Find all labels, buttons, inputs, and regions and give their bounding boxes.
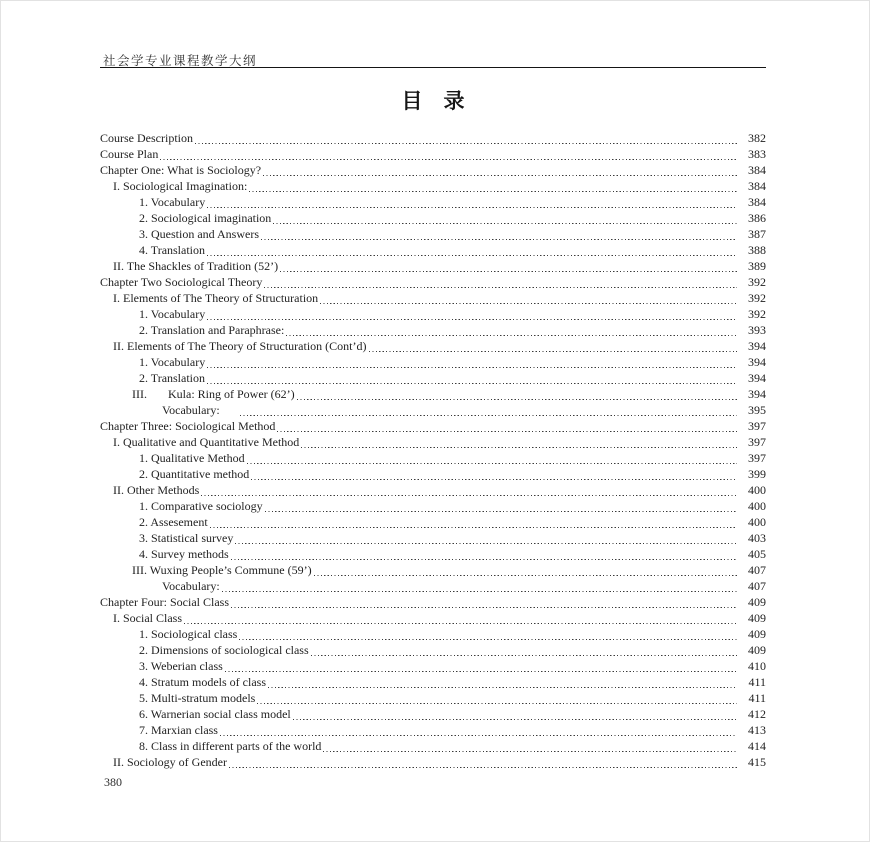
toc-entry-label: 3. Weberian class bbox=[139, 659, 223, 673]
toc-page-number: 400 bbox=[748, 483, 766, 497]
dot-leader bbox=[207, 371, 737, 387]
toc-entry-label: Vocabulary: bbox=[162, 403, 238, 417]
toc-entry-label: 4. Survey methods bbox=[139, 547, 229, 561]
toc-entry-label: II. Other Methods bbox=[113, 483, 200, 497]
toc-entry[interactable] bbox=[100, 547, 766, 563]
dot-leader bbox=[207, 307, 737, 323]
dot-leader bbox=[293, 707, 737, 723]
dot-leader bbox=[184, 611, 737, 627]
toc-entry[interactable] bbox=[100, 467, 766, 483]
toc-page-number: 415 bbox=[748, 755, 766, 769]
toc-entry-label: 8. Class in different parts of the world bbox=[139, 739, 322, 753]
toc-page-number: 411 bbox=[748, 691, 766, 705]
toc-page-number: 386 bbox=[748, 211, 766, 225]
toc-entry[interactable] bbox=[100, 243, 766, 259]
toc-page-number: 407 bbox=[748, 579, 766, 593]
toc-page-number: 388 bbox=[748, 243, 766, 257]
toc-page-number: 394 bbox=[748, 339, 766, 353]
toc-entry-label: I. Sociological Imagination: bbox=[113, 179, 248, 193]
dot-leader bbox=[207, 243, 737, 259]
toc-entry[interactable] bbox=[100, 579, 766, 595]
dot-leader bbox=[201, 483, 737, 499]
toc-entry[interactable] bbox=[100, 403, 766, 419]
dot-leader bbox=[311, 643, 737, 659]
toc-entry[interactable] bbox=[100, 659, 766, 675]
toc-entry[interactable] bbox=[100, 675, 766, 691]
toc-page-number: 409 bbox=[748, 595, 766, 609]
toc-entry[interactable] bbox=[100, 691, 766, 707]
toc-page-number: 383 bbox=[748, 147, 766, 161]
dot-leader bbox=[301, 435, 737, 451]
toc-entry-label: 1. Qualitative Method bbox=[139, 451, 245, 465]
toc-entry[interactable] bbox=[100, 707, 766, 723]
toc-entry-label: 5. Multi-stratum models bbox=[139, 691, 256, 705]
toc-page-number: 397 bbox=[748, 451, 766, 465]
toc-entry-label: 2. Translation and Paraphrase: bbox=[139, 323, 285, 337]
toc-entry[interactable] bbox=[100, 643, 766, 659]
toc-page-number: 392 bbox=[748, 275, 766, 289]
dot-leader bbox=[261, 227, 737, 243]
toc-entry-label: 3. Question and Answers bbox=[139, 227, 259, 241]
toc-entry-label: Chapter Two Sociological Theory bbox=[100, 275, 263, 289]
toc-page-number: 411 bbox=[748, 675, 766, 689]
toc-entry-label: 4. Stratum models of class bbox=[139, 675, 266, 689]
toc-page-number: 413 bbox=[748, 723, 766, 737]
toc-page-number: 382 bbox=[748, 131, 766, 145]
toc-entry[interactable] bbox=[100, 499, 766, 515]
toc-entry[interactable] bbox=[100, 307, 766, 323]
header-rule bbox=[100, 67, 766, 68]
dot-leader bbox=[249, 179, 737, 195]
dot-leader bbox=[229, 755, 737, 771]
dot-leader bbox=[273, 211, 737, 227]
toc-entry[interactable] bbox=[100, 531, 766, 547]
toc-entry-label: 1. Vocabulary bbox=[139, 307, 206, 321]
toc-entry-label: 4. Translation bbox=[139, 243, 206, 257]
footer-page-number: 380 bbox=[104, 775, 122, 789]
toc-page-number: 397 bbox=[748, 435, 766, 449]
dot-leader bbox=[369, 339, 738, 355]
toc-entry[interactable] bbox=[100, 275, 766, 291]
toc-page-number: 394 bbox=[748, 387, 766, 401]
toc-entry-label: 6. Warnerian social class model bbox=[139, 707, 291, 721]
toc-entry-label: II. Elements of The Theory of Structuration (Cont’d) bbox=[113, 339, 367, 353]
toc-page-number: 384 bbox=[748, 195, 766, 209]
toc-entry[interactable] bbox=[100, 211, 766, 227]
toc-entry[interactable] bbox=[100, 131, 766, 147]
toc-entry[interactable] bbox=[100, 387, 766, 403]
toc-entry[interactable] bbox=[100, 227, 766, 243]
dot-leader bbox=[239, 627, 737, 643]
dot-leader bbox=[251, 467, 737, 483]
running-header: 社会学专业课程教学大纲 bbox=[103, 54, 258, 68]
toc-entry-label: II. Sociology of Gender bbox=[113, 755, 227, 769]
toc-page-number: 405 bbox=[748, 547, 766, 561]
toc-page-number: 409 bbox=[748, 611, 766, 625]
dot-leader bbox=[264, 275, 737, 291]
toc-entry-label: 2. Sociological imagination bbox=[139, 211, 272, 225]
toc-entry-label: 7. Marxian class bbox=[139, 723, 218, 737]
toc-entry[interactable] bbox=[100, 147, 766, 163]
toc-page-number: 409 bbox=[748, 643, 766, 657]
dot-leader bbox=[231, 547, 737, 563]
toc-page-number: 414 bbox=[748, 739, 766, 753]
toc-entry-label: III. Wuxing People’s Commune (59’) bbox=[132, 563, 312, 577]
toc-entry[interactable] bbox=[100, 627, 766, 643]
toc-entry-label: I. Elements of The Theory of Structuration bbox=[113, 291, 319, 305]
dot-leader bbox=[323, 739, 737, 755]
toc-page-number: 407 bbox=[748, 563, 766, 577]
toc-entry-label: Course Plan bbox=[100, 147, 159, 161]
toc-page-number: 389 bbox=[748, 259, 766, 273]
toc-entry[interactable] bbox=[100, 435, 766, 451]
dot-leader bbox=[297, 387, 737, 403]
toc-page-number: 400 bbox=[748, 515, 766, 529]
dot-leader bbox=[277, 419, 737, 435]
dot-leader bbox=[210, 515, 737, 531]
dot-leader bbox=[207, 355, 737, 371]
toc-entry[interactable] bbox=[100, 339, 766, 355]
dot-leader bbox=[286, 323, 737, 339]
toc-page-number: 394 bbox=[748, 371, 766, 385]
toc-entry-label: Course Description bbox=[100, 131, 193, 145]
toc-list bbox=[100, 131, 766, 771]
dot-leader bbox=[207, 195, 737, 211]
dot-leader bbox=[263, 163, 737, 179]
toc-entry[interactable] bbox=[100, 195, 766, 211]
toc-entry[interactable] bbox=[100, 371, 766, 387]
toc-entry-label: I. Qualitative and Quantitative Method bbox=[113, 435, 300, 449]
toc-page-number: 392 bbox=[748, 291, 766, 305]
toc-entry-label: 2. Dimensions of sociological class bbox=[139, 643, 309, 657]
toc-entry[interactable] bbox=[100, 563, 766, 579]
toc-entry[interactable] bbox=[100, 291, 766, 307]
toc-entry[interactable] bbox=[100, 723, 766, 739]
toc-entry[interactable] bbox=[100, 515, 766, 531]
dot-leader bbox=[280, 259, 737, 275]
toc-page-number: 384 bbox=[748, 163, 766, 177]
toc-entry-label: 1. Comparative sociology bbox=[139, 499, 263, 513]
toc-entry[interactable] bbox=[100, 259, 766, 275]
toc-page-number: 399 bbox=[748, 467, 766, 481]
dot-leader bbox=[320, 291, 737, 307]
toc-entry-label: 1. Vocabulary bbox=[139, 355, 206, 369]
page-title: 目 录 bbox=[401, 89, 465, 113]
dot-leader bbox=[195, 131, 737, 147]
dot-leader bbox=[220, 723, 737, 739]
toc-entry[interactable] bbox=[100, 179, 766, 195]
toc-page-number: 400 bbox=[748, 499, 766, 513]
toc-entry[interactable] bbox=[100, 355, 766, 371]
toc-page-number: 387 bbox=[748, 227, 766, 241]
toc-entry-label: 1. Sociological class bbox=[139, 627, 238, 641]
toc-entry-label: I. Social Class bbox=[113, 611, 182, 625]
toc-entry[interactable] bbox=[100, 595, 766, 611]
toc-entry[interactable] bbox=[100, 419, 766, 435]
toc-entry-label: Chapter One: What is Sociology? bbox=[100, 163, 262, 177]
dot-leader bbox=[240, 403, 737, 419]
dot-leader bbox=[231, 595, 737, 611]
toc-entry-label: II. The Shackles of Tradition (52’) bbox=[113, 259, 279, 273]
dot-leader bbox=[247, 451, 737, 467]
toc-entry[interactable] bbox=[100, 163, 766, 179]
toc-entry-label: III. Kula: Ring of Power (62’) bbox=[132, 387, 295, 401]
toc-entry-label: 2. Assesement bbox=[139, 515, 208, 529]
toc-page-number: 410 bbox=[748, 659, 766, 673]
dot-leader bbox=[222, 579, 737, 595]
toc-page-number: 403 bbox=[748, 531, 766, 545]
toc-page-number: 384 bbox=[748, 179, 766, 193]
toc-entry-label: 2. Translation bbox=[139, 371, 206, 385]
toc-entry-label: 1. Vocabulary bbox=[139, 195, 206, 209]
dot-leader bbox=[257, 691, 737, 707]
dot-leader bbox=[314, 563, 737, 579]
toc-entry[interactable] bbox=[100, 755, 766, 771]
dot-leader bbox=[225, 659, 737, 675]
dot-leader bbox=[160, 147, 737, 163]
dot-leader bbox=[268, 675, 737, 691]
toc-page-number: 394 bbox=[748, 355, 766, 369]
toc-page-number: 395 bbox=[748, 403, 766, 417]
toc-page-number: 393 bbox=[748, 323, 766, 337]
toc-entry[interactable] bbox=[100, 323, 766, 339]
toc-entry-label: 3. Statistical survey bbox=[139, 531, 234, 545]
toc-entry-label: Chapter Four: Social Class bbox=[100, 595, 229, 609]
toc-entry[interactable] bbox=[100, 483, 766, 499]
dot-leader bbox=[265, 499, 737, 515]
toc-entry-label: Chapter Three: Sociological Method bbox=[100, 419, 276, 433]
toc-page-number: 397 bbox=[748, 419, 766, 433]
toc-page-number: 392 bbox=[748, 307, 766, 321]
toc-entry[interactable] bbox=[100, 451, 766, 467]
toc-entry[interactable] bbox=[100, 739, 766, 755]
toc-entry-label: Vocabulary: bbox=[162, 579, 220, 593]
toc-page-number: 409 bbox=[748, 627, 766, 641]
toc-entry-label: 2. Quantitative method bbox=[139, 467, 250, 481]
toc-page-number: 412 bbox=[748, 707, 766, 721]
dot-leader bbox=[235, 531, 737, 547]
toc-entry[interactable] bbox=[100, 611, 766, 627]
